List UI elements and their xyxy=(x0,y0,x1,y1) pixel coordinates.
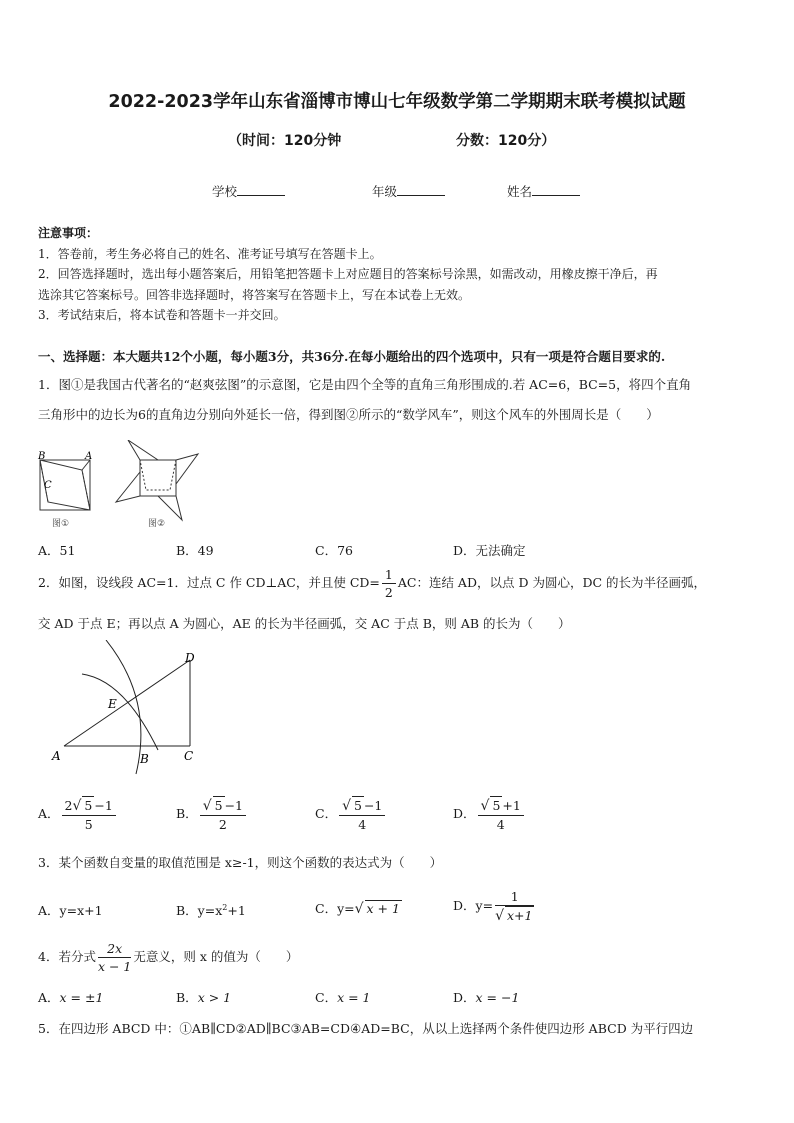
school-field[interactable] xyxy=(212,182,285,200)
q4-option-b[interactable]: B．x > 1 xyxy=(176,990,232,1005)
q2-text-line1 xyxy=(38,566,706,601)
q2-text-part2: AC：连结 AD，以点 D 为圆心，DC 的长为半径画弧， xyxy=(397,575,707,590)
q1-option-d[interactable]: D．无法确定 xyxy=(453,543,526,558)
exam-time: （时间：120分钟 xyxy=(228,133,342,149)
exam-score: 分数：120分） xyxy=(456,133,556,149)
name-label: 姓名 xyxy=(507,184,533,199)
grade-label: 年级 xyxy=(372,184,398,199)
fig1-letter-a: A xyxy=(85,451,93,462)
q1-option-c[interactable]: C．76 xyxy=(315,543,353,558)
school-label: 学校 xyxy=(212,184,238,199)
q4-option-d[interactable]: D．x = −1 xyxy=(453,990,520,1005)
name-field[interactable] xyxy=(507,182,580,200)
fig1-letter-b: B xyxy=(38,451,46,462)
q4-fraction: $\frac{2x}{x - 1}$ xyxy=(97,941,132,974)
q3-option-b[interactable]: B．$y=x^2+1$ xyxy=(176,902,246,918)
note-item: 1．答卷前，考生务必将自己的姓名、准考证号填写在答题卡上。 xyxy=(38,246,382,261)
q2-label-d: D xyxy=(185,651,195,665)
windmill-diagram xyxy=(116,440,198,520)
fig1-letter-c: C xyxy=(44,480,52,491)
q2-option-b[interactable]: B． $\frac{√ 5 -1}{2}$ xyxy=(176,796,248,833)
grade-blank[interactable] xyxy=(397,183,445,196)
q2-text-part1: 2．如图，设线段 AC=1．过点 C 作 CD⊥AC，并且使 CD= xyxy=(38,575,380,590)
q1-figures xyxy=(30,440,200,532)
section-heading: 一、选择题：本大题共12个小题，每小题3分，共36分.在每小题给出的四个选项中，只有一项是符合题目要求的. xyxy=(38,349,666,364)
note-item: 3．考试结束后，将本试卷和答题卡一并交回。 xyxy=(38,308,286,322)
q2-label-e: E xyxy=(108,697,117,711)
name-blank[interactable] xyxy=(532,183,580,196)
q5-text: 5．在四边形 ABCD 中：①AB∥CD②AD∥BC③AB=CD④AD=BC，从以上选择两个条件使四边形 ABCD 为平行四边 xyxy=(38,1021,694,1036)
q2-option-a[interactable]: A． $\frac{2√ 5 -1}{5}$ xyxy=(38,796,118,833)
arc-from-d xyxy=(82,674,158,750)
q4-option-c[interactable]: C．x = 1 xyxy=(315,990,371,1005)
q1-text-line2: 三角形中的边长为6的直角边分别向外延长一倍，得到图②所示的“数学风车”，则这个风车的外围周长是（ ） xyxy=(38,407,659,422)
q4-text: 4．若分式 $\frac{2x}{x - 1}$ 无意义，则 x 的值为（ ） xyxy=(38,941,299,974)
q2-label-b: B xyxy=(140,752,149,766)
q1-option-a[interactable]: A．51 xyxy=(38,543,76,558)
note-item: 选涂其它答案标号。回答非选择题时，将答案写在答题卡上，写在本试卷上无效。 xyxy=(38,287,471,302)
q3-option-a[interactable]: A．y=x+1 xyxy=(38,903,103,918)
q2-option-d[interactable]: D． $\frac{√ 5 +1}{4}$ xyxy=(453,796,526,833)
q3-option-d[interactable]: D．y= $\frac{1}{√ x+1}$ xyxy=(453,889,533,924)
note-item: 2．回答选择题时，选出每小题答案后，用铅笔把答题卡上对应题目的答案标号涂黑，如需改动，用橡皮擦干净后，再 xyxy=(38,267,658,281)
q3-option-c[interactable]: C．y=√ x + 1 xyxy=(315,901,400,917)
q2-half-fraction: $\frac{1}{2}$ xyxy=(382,566,396,601)
school-blank[interactable] xyxy=(237,183,285,196)
q2-option-c[interactable]: C． $\frac{√ 5 -1}{4}$ xyxy=(315,796,387,833)
notes-block xyxy=(38,223,760,326)
q1-option-b[interactable]: B．49 xyxy=(176,543,214,558)
q2-label-c: C xyxy=(184,749,194,763)
q1-text-line1: 1．图①是我国古代著名的“赵爽弦图”的示意图，它是由四个全等的直角三角形围成的.若 AC=6，BC=5，将四个直角 xyxy=(38,377,692,392)
q2-text-line2: 交 AD 于点 E；再以点 A 为圆心，AE 的长为半径画弧，交 AC 于点 B，则 AB 的长为（ ） xyxy=(38,616,571,631)
exam-title: 2022-2023学年山东省淄博市博山七年级数学第二学期期末联考模拟试题 xyxy=(108,92,686,112)
grade-field[interactable] xyxy=(372,182,445,200)
fig1-caption: 图① xyxy=(52,519,70,529)
q4-option-a[interactable]: A．x = ±1 xyxy=(38,990,104,1005)
fig2-caption: 图② xyxy=(148,519,166,529)
q2-label-a: A xyxy=(52,749,61,763)
q2-figure xyxy=(48,640,218,780)
q3-text: 3．某个函数自变量的取值范围是 x≥-1，则这个函数的表达式为（ ） xyxy=(38,855,443,870)
notes-heading: 注意事项： xyxy=(38,226,99,240)
